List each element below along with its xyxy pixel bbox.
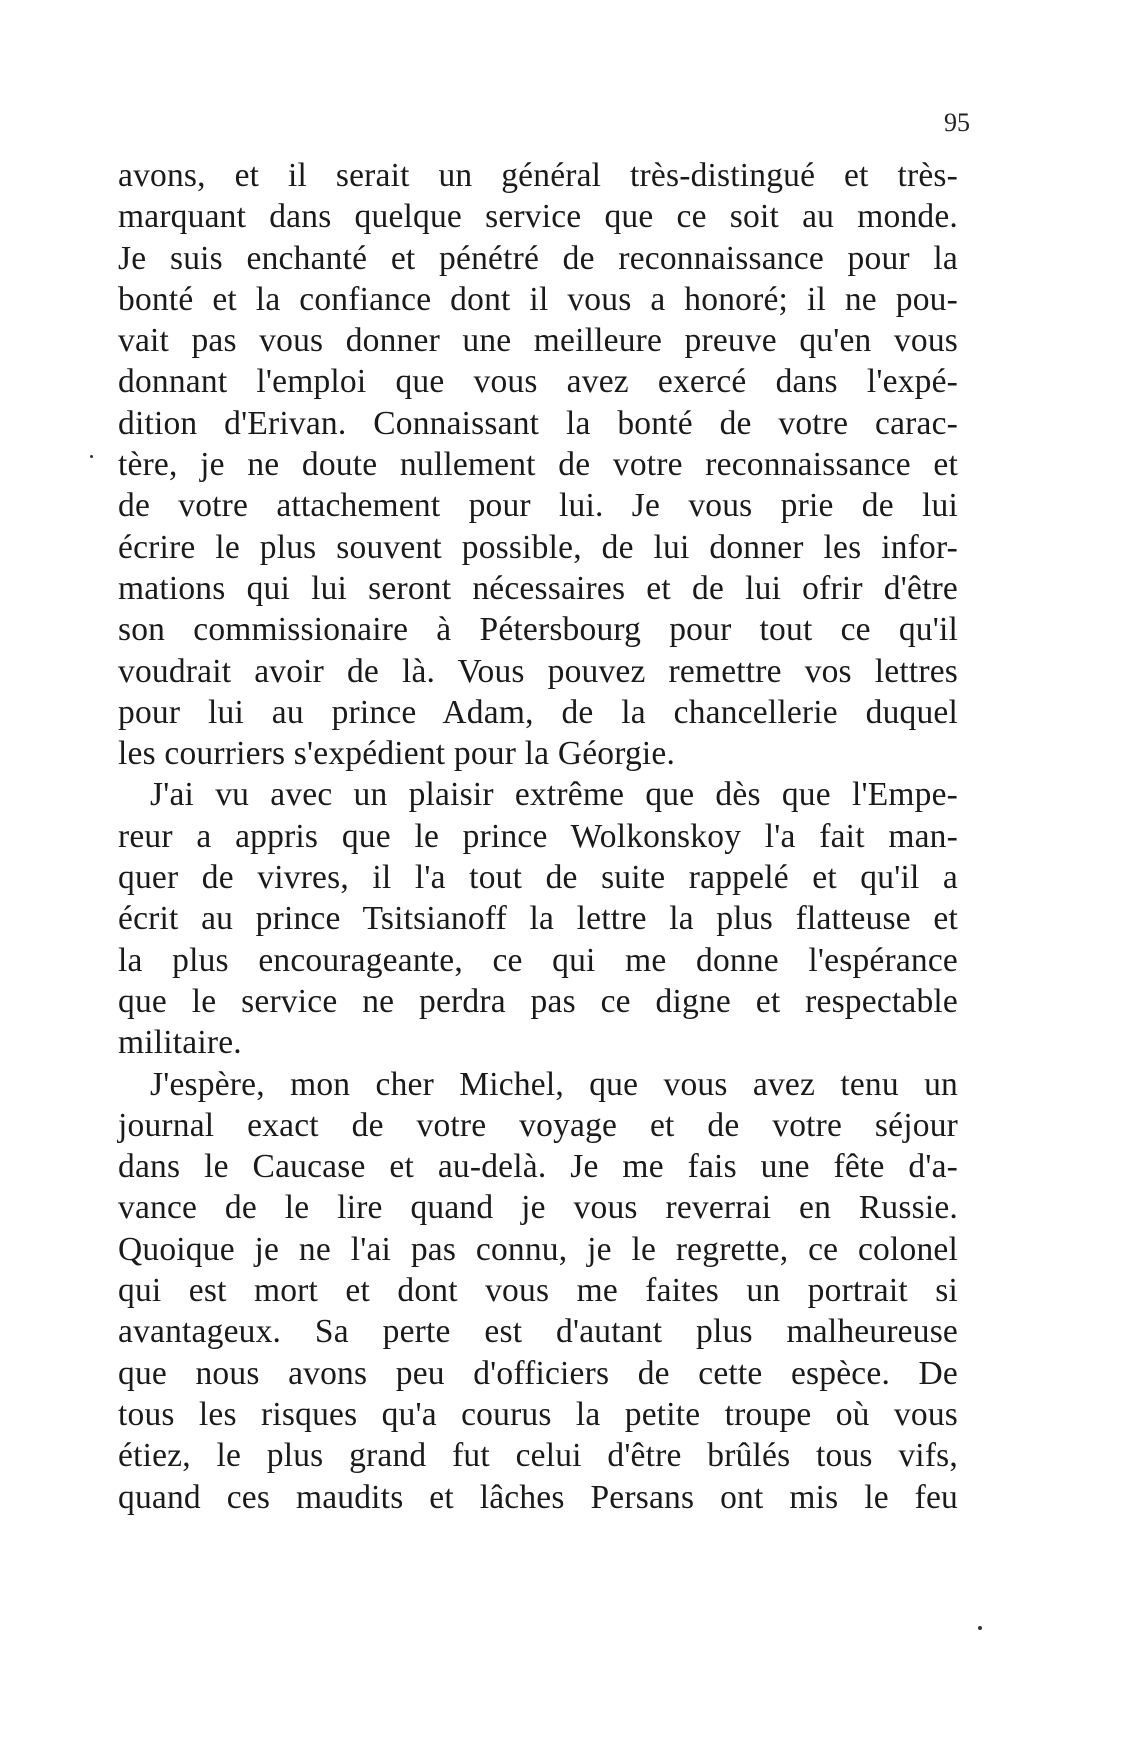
text-line: tère, je ne doute nullement de votre reconnaissance et xyxy=(118,446,958,484)
text-line: Quoique je ne l'ai pas connu, je le regrette, ce colonel xyxy=(118,1230,958,1268)
text-line: donnant l'emploi que vous avez exercé dans l'expé- xyxy=(118,363,958,401)
text-line: dition d'Erivan. Connaissant la bonté de votre carac- xyxy=(118,404,958,442)
text-line: dans le Caucase et au-delà. Je me fais une fête d'a- xyxy=(118,1148,958,1186)
text-line: quand ces maudits et lâches Persans ont mis le feu xyxy=(118,1478,958,1516)
scan-speck xyxy=(90,455,93,458)
text-line: qui est mort et dont vous me faites un portrait si xyxy=(118,1272,958,1310)
text-line: écrit au prince Tsitsianoff la lettre la plus flatteuse et xyxy=(118,900,958,938)
text-line: que le service ne perdra pas ce digne et respectable xyxy=(118,982,958,1020)
text-line: la plus encourageante, ce qui me donne l'espérance xyxy=(118,941,958,979)
text-line: les courriers s'expédient pour la Géorgie. xyxy=(118,735,676,773)
text-line: pour lui au prince Adam, de la chancellerie duquel xyxy=(118,693,958,731)
text-line: tous les risques qu'a courus la petite troupe où vous xyxy=(118,1395,958,1433)
text-line: J'espère, mon cher Michel, que vous avez tenu un xyxy=(150,1065,958,1103)
text-line: marquant dans quelque service que ce soit au monde. xyxy=(118,198,958,236)
text-line: écrire le plus souvent possible, de lui donner les infor- xyxy=(118,528,958,566)
paragraph-2 xyxy=(118,774,958,1063)
text-line: Je suis enchanté et pénétré de reconnaissance pour la xyxy=(118,239,958,277)
text-line: avantageux. Sa perte est d'autant plus malheureuse xyxy=(118,1313,958,1351)
text-line: vance de le lire quand je vous reverrai en Russie. xyxy=(118,1189,958,1227)
text-line: mations qui lui seront nécessaires et de lui ofrir d'être xyxy=(118,569,958,607)
paragraph-3 xyxy=(118,1064,958,1518)
text-line: étiez, le plus grand fut celui d'être brûlés tous vifs, xyxy=(118,1437,958,1475)
text-line: voudrait avoir de là. Vous pouvez remettre vos lettres xyxy=(118,652,958,690)
text-line: avons, et il serait un général très-distingué et très- xyxy=(118,157,958,194)
text-line: quer de vivres, il l'a tout de suite rappelé et qu'il a xyxy=(118,859,958,897)
body-text xyxy=(118,155,958,1518)
paragraph-1 xyxy=(118,155,958,774)
text-line: journal exact de votre voyage et de votre séjour xyxy=(118,1106,958,1144)
text-line: militaire. xyxy=(118,1024,242,1062)
text-line: vait pas vous donner une meilleure preuve qu'en vous xyxy=(118,322,958,360)
text-line: que nous avons peu d'officiers de cette espèce. De xyxy=(118,1354,958,1392)
text-line: bonté et la confiance dont il vous a honoré; il ne pou- xyxy=(118,280,958,318)
scan-speck xyxy=(978,1626,982,1630)
page-number: 95 xyxy=(944,108,970,137)
text-line: de votre attachement pour lui. Je vous prie de lui xyxy=(118,487,958,525)
text-line: J'ai vu avec un plaisir extrême que dès que l'Empe- xyxy=(150,776,958,814)
text-line: reur a appris que le prince Wolkonskoy l'a fait man- xyxy=(118,817,958,855)
text-line: son commissionaire à Pétersbourg pour tout ce qu'il xyxy=(118,611,958,649)
